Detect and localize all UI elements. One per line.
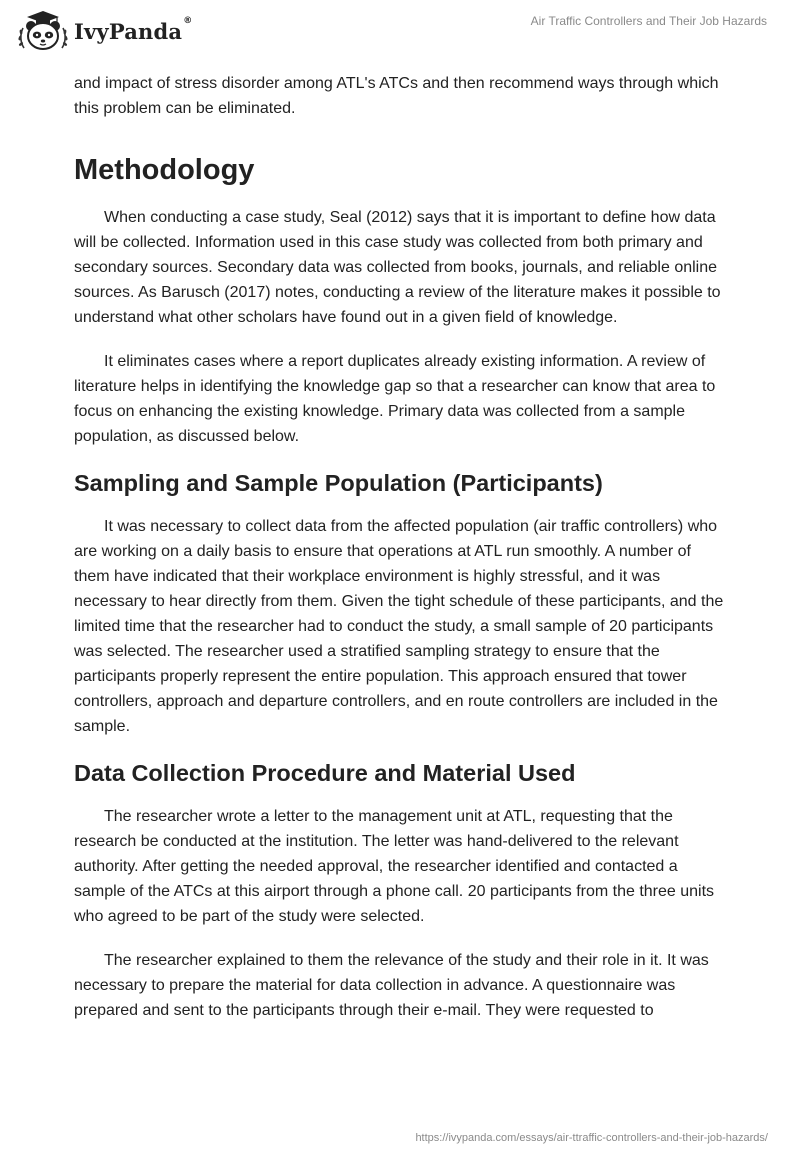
registered-mark: ® bbox=[183, 15, 193, 26]
intro-paragraph: and impact of stress disorder among ATL's ATCs and then recommend ways through which this problem can be eliminated. bbox=[74, 75, 719, 117]
methodology-paragraph-2: It eliminates cases where a report duplicates already existing information. A review of literature helps in identifying the knowledge gap so that a researcher can know that area to focus on enhancing the existing knowledge. Primary data was collected from a sample population, as discussed below. bbox=[74, 353, 716, 445]
sampling-paragraph-1: It was necessary to collect data from the affected population (air traffic controllers) who are working on a daily basis to ensure that operations at ATL run smoothly. A number of them have indicated that their workplace environment is highly stressful, and it was necessary to hear directly from them. Given the tight schedule of these participants, and the limited time that the researcher had to conduct the study, a small sample of 20 participants was selected. The researcher used a stratified sampling strategy to ensure that the participants properly represent the entire population. This approach ensured that tower controllers, approach and departure controllers, and en route controllers are included in the sample. bbox=[74, 518, 724, 735]
brand-text: IvyPanda bbox=[74, 18, 183, 44]
data-collection-paragraph-2: The researcher explained to them the relevance of the study and their role in it. It was necessary to prepare the material for data collection in advance. A questionnaire was prepared and sent to the participants through their e-mail. They were requested to bbox=[74, 952, 709, 1019]
document-title: Air Traffic Controllers and Their Job Hazards bbox=[530, 14, 767, 28]
brand-name bbox=[74, 15, 193, 44]
ivypanda-logo[interactable] bbox=[16, 8, 192, 52]
page-header bbox=[0, 0, 800, 60]
panda-graduate-icon bbox=[16, 8, 70, 52]
sampling-heading: Sampling and Sample Population (Participants) bbox=[74, 470, 603, 496]
data-collection-paragraph-1: The researcher wrote a letter to the management unit at ATL, requesting that the research be conducted at the institution. The letter was hand-delivered to the relevant authority. After getting the needed approval, the researcher identified and contacted a sample of the ATCs at this airport through a phone call. 20 participants from the three units who agreed to be part of the study were selected. bbox=[74, 808, 715, 925]
methodology-paragraph-1: When conducting a case study, Seal (2012) says that it is important to define how data will be collected. Information used in this case study was collected from both primary and secondary sources. Secondary data was collected from books, journals, and reliable online sources. As Barusch (2017) notes, conducting a review of the literature makes it possible to understand what other scholars have found out in a given field of knowledge. bbox=[74, 209, 721, 326]
methodology-heading: Methodology bbox=[74, 154, 255, 186]
source-url[interactable]: https://ivypanda.com/essays/air-ttraffic-controllers-and-their-job-hazards/ bbox=[415, 1132, 768, 1144]
data-collection-heading: Data Collection Procedure and Material Used bbox=[74, 760, 576, 786]
essay-content bbox=[74, 71, 724, 1023]
